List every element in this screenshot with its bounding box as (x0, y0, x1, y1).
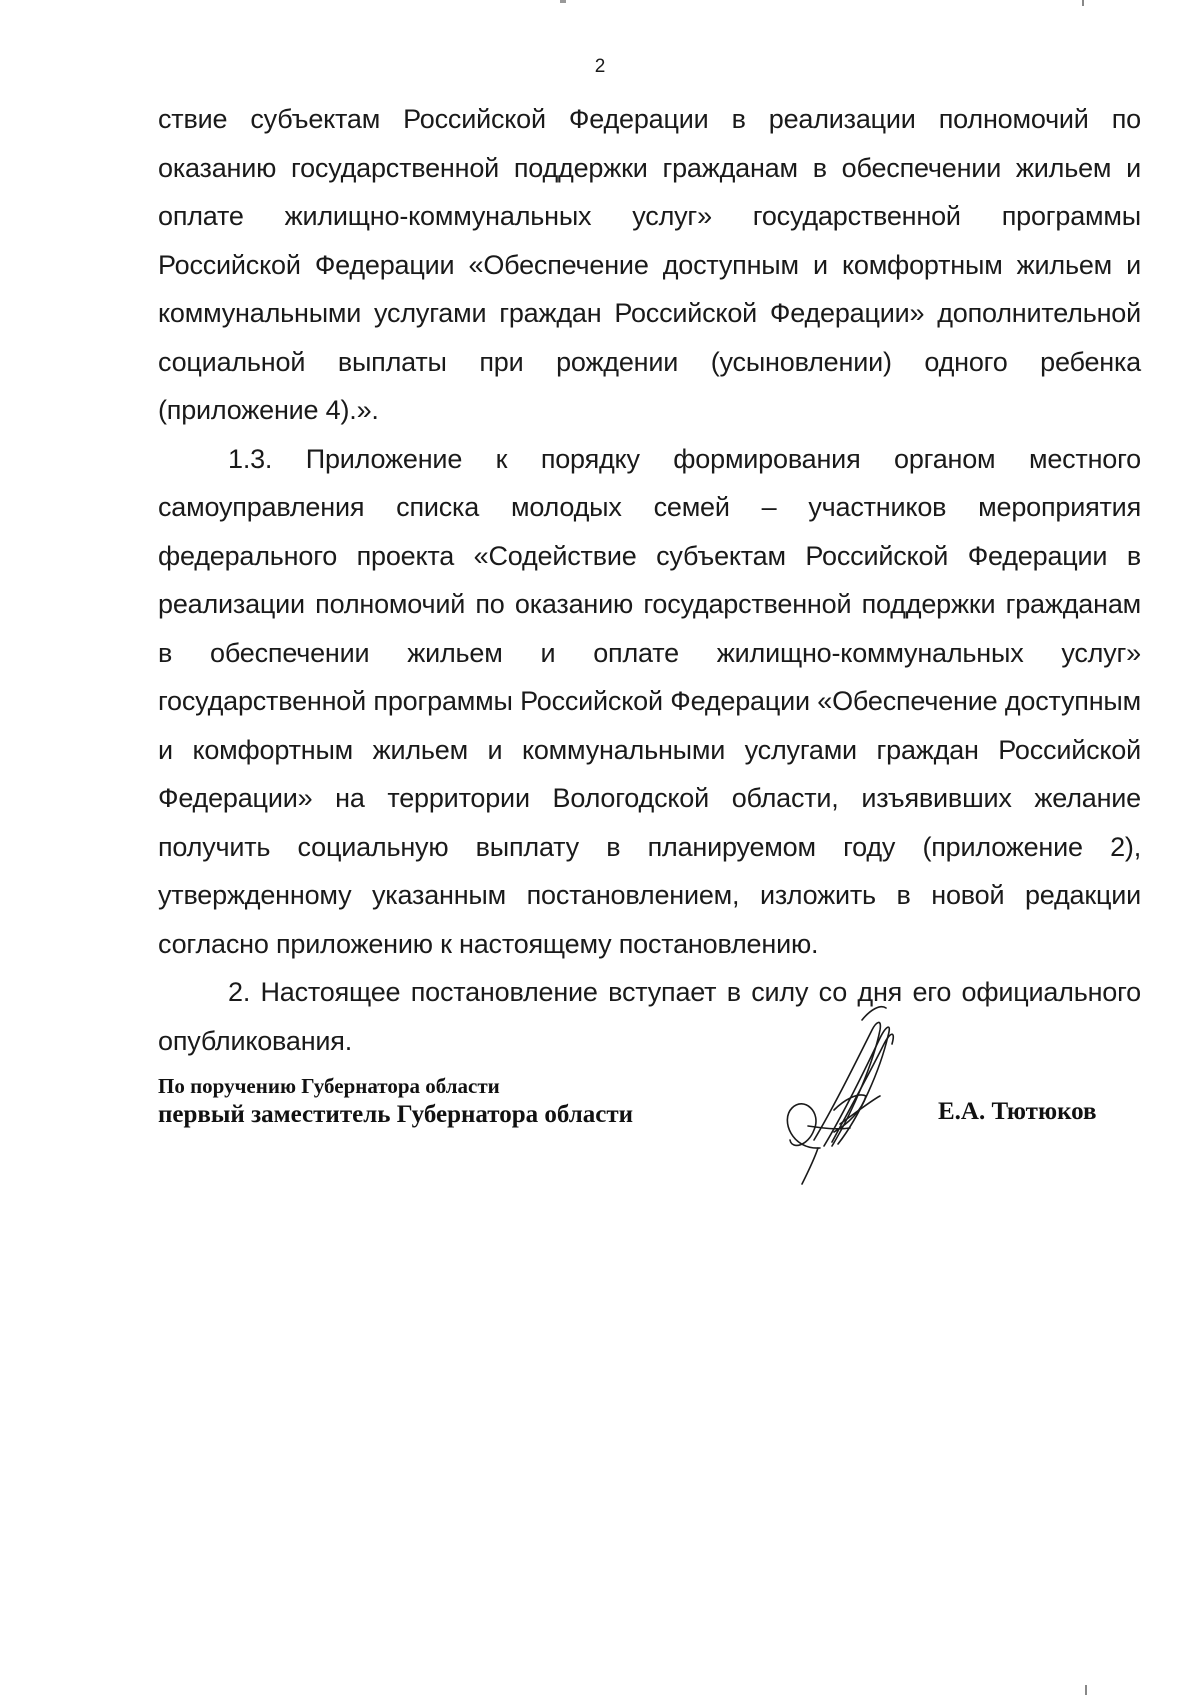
paragraph-2: 2. Настоящее постановление вступает в силу со дня его официального опубликования. (158, 977, 1141, 1056)
page-number: 2 (594, 56, 606, 77)
scan-artifact-mark (560, 0, 566, 3)
signatory-instruction: По поручению Губернатора области (158, 1074, 500, 1098)
signatory-name: Е.А. Тютюков (938, 1098, 1097, 1125)
scan-artifact-mark (1082, 0, 1084, 6)
signatory-title: первый заместитель Губернатора области (158, 1101, 634, 1128)
document-body (158, 95, 1141, 1065)
signatory-position (158, 1073, 778, 1131)
handwritten-signature-icon (762, 1000, 912, 1190)
scan-artifact-mark (1085, 1685, 1087, 1695)
paragraph-1-3: 1.3. Приложение к порядку формирования органом местного самоуправления списка молодых семей – участников мероприятия федерального проекта «Содействие субъектам Российской Федерации в реализации полномочий по оказанию государственной поддержки гражданам в обеспечении жильем и оплате жилищно-коммунальных услуг» государственной программы Российской Федерации «Обеспечение доступным и комфортным жильем и коммунальными услугами граждан Российской Федерации» на территории Вологодской области, изъявивших желание получить социальную выплату в планируемом году (приложение 2), утвержденному указанным постановлением, изложить в новой редакции согласно приложению к настоящему постановлению. (158, 443, 1141, 959)
paragraph-continuation: ствие субъектам Российской Федерации в реализации полномочий по оказанию государственной поддержки гражданам в обеспечении жильем и оплате жилищно-коммунальных услуг» государственной программы Российской Федерации «Обеспечение доступным и комфортным жильем и коммунальными услугами граждан Российской Федерации» дополнительной социальной выплаты при рождении (усыновлении) одного ребенка (приложение 4).». (158, 104, 1141, 425)
